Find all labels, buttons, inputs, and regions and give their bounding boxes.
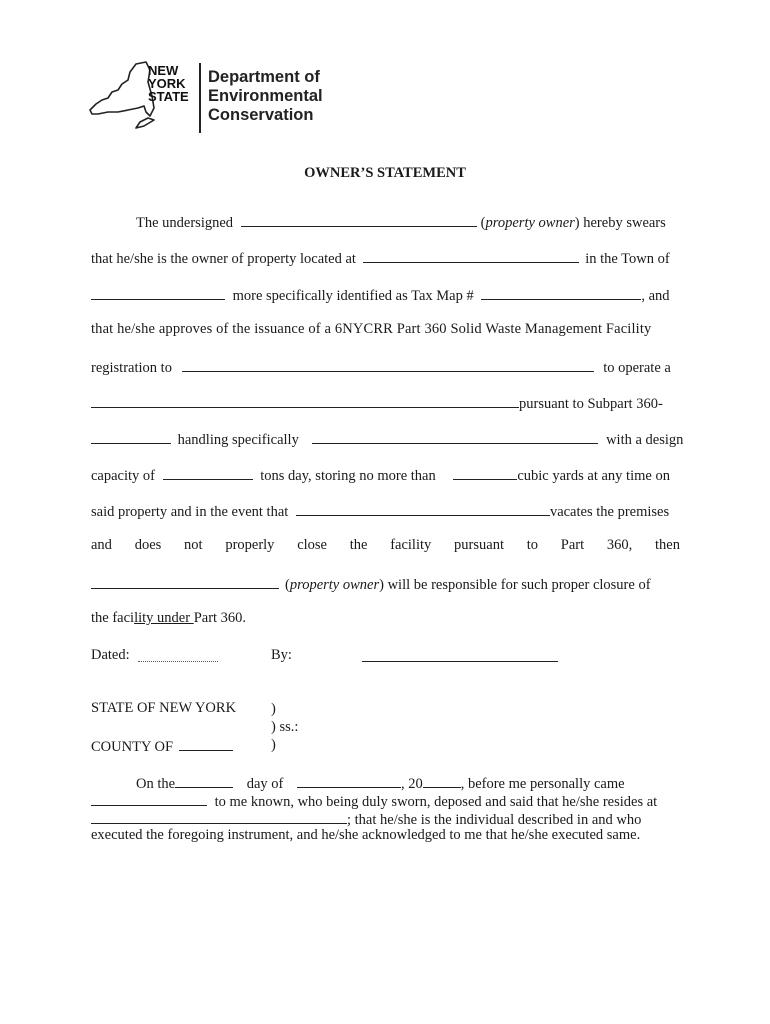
ss-bracket: [271, 700, 298, 754]
state-line: STATE: [148, 89, 189, 104]
text: , before me personally came: [460, 776, 625, 792]
logo-divider: [199, 63, 201, 133]
storage-field[interactable]: [453, 465, 517, 480]
text: vacates the premises: [549, 504, 670, 520]
text: executed the foregoing instrument, and he/she acknowledged to me that he/she executed same.: [91, 827, 641, 843]
document-title: OWNER’S STATEMENT: [304, 165, 466, 181]
state-line: NEW: [148, 63, 179, 78]
dated-label: Dated:: [91, 647, 130, 663]
line-5: [91, 357, 671, 377]
word: 360,: [606, 537, 633, 553]
state-line: YORK: [148, 76, 186, 91]
text: registration to: [91, 360, 172, 376]
notary-address-field[interactable]: [91, 809, 347, 824]
by-label: By:: [271, 647, 292, 663]
line-12: [91, 610, 246, 627]
notary-line-4: [91, 827, 640, 844]
text: , and: [641, 288, 670, 304]
line-10: [91, 537, 680, 554]
text: (: [480, 215, 486, 231]
notary-line-2: [91, 791, 657, 811]
word: facility: [390, 537, 432, 553]
text: ) will be responsible for such proper closure of: [379, 577, 651, 593]
signature-field[interactable]: [362, 661, 558, 662]
text: ): [271, 737, 276, 753]
owner-name-field[interactable]: [241, 212, 477, 227]
text: that he/she is the owner of property located at: [91, 251, 356, 267]
dec-logo: [88, 58, 348, 138]
vacating-party-field[interactable]: [296, 501, 550, 516]
word: close: [297, 537, 327, 553]
line-1: [136, 212, 666, 232]
text: more specifically identified as Tax Map #: [232, 288, 474, 304]
text: to me known, who being duly sworn, deposed and said that he/she resides at: [214, 794, 658, 810]
dated-row: [91, 647, 130, 664]
material-field[interactable]: [312, 429, 598, 444]
registrant-field[interactable]: [182, 357, 594, 372]
word: then: [654, 537, 680, 553]
text: with a design: [606, 432, 684, 448]
county-label: COUNTY OF: [91, 739, 174, 755]
line-7: [91, 429, 683, 449]
line-2: [91, 248, 670, 268]
notary-month-field[interactable]: [297, 773, 401, 788]
text: ): [271, 701, 276, 717]
text: the faci: [91, 610, 135, 626]
text: that he/she approves of the issuance of a 6NYCRR Part 360 Solid Waste Management Facility: [91, 321, 652, 337]
text: lity under: [134, 610, 194, 626]
notary-day-field[interactable]: [175, 773, 233, 788]
text: day of: [246, 776, 284, 792]
word: the: [349, 537, 368, 553]
word: Part: [560, 537, 585, 553]
line-6: [91, 393, 663, 413]
text: Part 360.: [193, 610, 247, 626]
text: ; that he/she is the individual described in and who: [347, 812, 642, 828]
town-field[interactable]: [91, 285, 225, 300]
text: ) ss.:: [271, 719, 299, 735]
dated-field[interactable]: [138, 661, 218, 662]
line-8: [91, 465, 670, 485]
property-location-field[interactable]: [363, 248, 579, 263]
dept-line: Department of: [208, 68, 320, 86]
text: The undersigned: [136, 215, 234, 231]
tax-map-field[interactable]: [481, 285, 641, 300]
new-york-state-wordmark: [148, 64, 189, 103]
text: , 20: [400, 776, 423, 792]
text: cubic yards at any time on: [517, 468, 670, 484]
text: property owner: [485, 215, 575, 231]
word: not: [184, 537, 203, 553]
text: On the: [136, 776, 176, 792]
county-field[interactable]: [179, 736, 233, 751]
line-3: [91, 285, 670, 305]
text: capacity of: [91, 468, 156, 484]
notary-line-3: [91, 809, 641, 829]
responsible-owner-field[interactable]: [91, 574, 279, 589]
line-11: [91, 574, 651, 594]
text: tons day, storing no more than: [260, 468, 436, 484]
word: properly: [225, 537, 275, 553]
notary-year-field[interactable]: [423, 773, 461, 788]
text: handling specifically: [177, 432, 299, 448]
word: pursuant: [454, 537, 504, 553]
line-9: [91, 501, 669, 521]
text: to operate a: [603, 360, 671, 376]
word: does: [134, 537, 162, 553]
notary-name-field[interactable]: [91, 791, 207, 806]
facility-type-field[interactable]: [91, 393, 519, 408]
county-row: [91, 736, 233, 756]
text: ) hereby swears: [574, 215, 666, 231]
line-4: [91, 321, 651, 338]
text: in the Town of: [585, 251, 670, 267]
text: (: [285, 577, 290, 593]
subpart-field[interactable]: [91, 429, 171, 444]
word: and: [91, 537, 112, 553]
text: property owner: [289, 577, 380, 593]
text: pursuant to Subpart 360-: [519, 396, 663, 412]
dept-line: Environmental: [208, 87, 323, 105]
state-label: STATE OF NEW YORK: [91, 700, 237, 716]
notary-line-1: [136, 773, 625, 793]
dept-line: Conservation: [208, 106, 314, 124]
text: said property and in the event that: [91, 504, 289, 520]
department-name: [208, 68, 323, 125]
capacity-field[interactable]: [163, 465, 253, 480]
word: to: [526, 537, 538, 553]
